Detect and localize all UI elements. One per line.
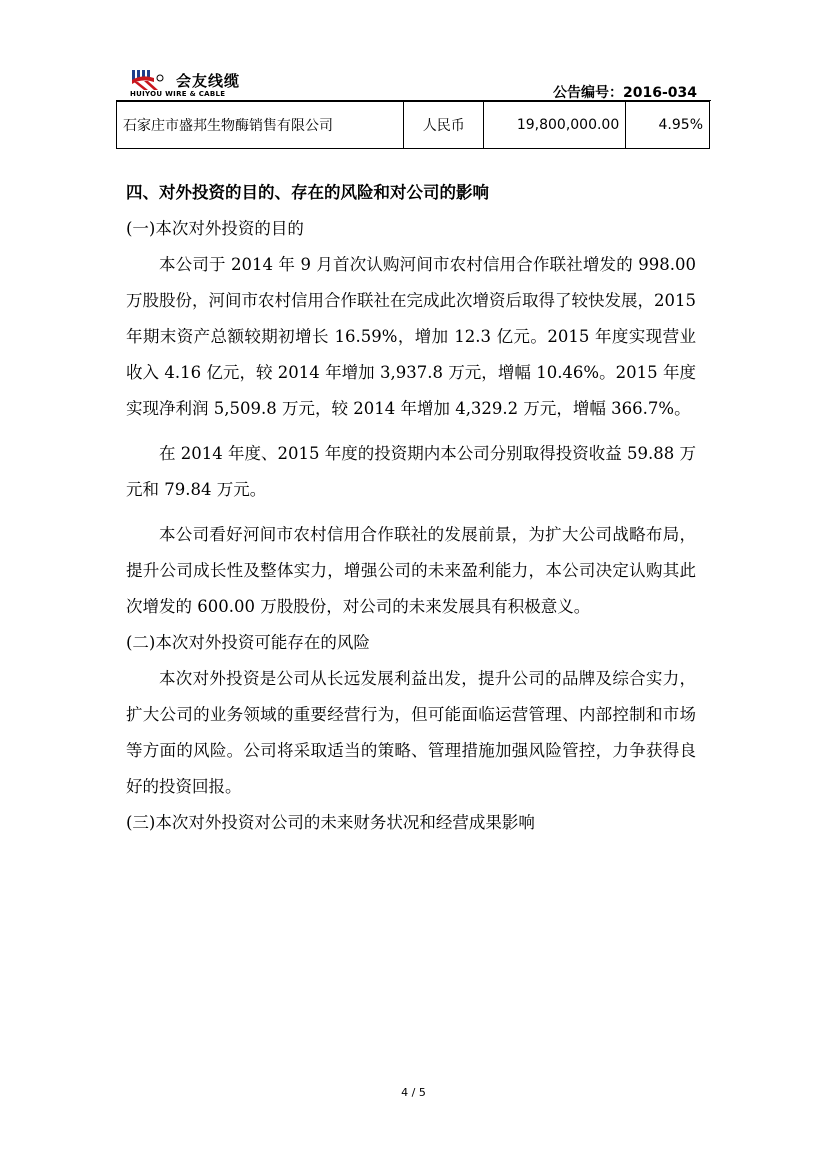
paragraph-investment-history: 本公司于 2014 年 9 月首次认购河间市农村信用合作联社增发的 998.00 万股股份，河间市农村信用合作联社在完成此次增资后取得了较快发展，2015 年期末资产总额较期初增长 16.59%，增加 12.3 亿元。2015 年度实现营业收入 4.16 亿元，较 2014 年增加 3,937.8 万元，增幅 10.46%。2015 年度实现净利润 5,509.8 万元，较 2014 年增加 4,329.2 万元，增幅 366.7%。 [126,255,696,418]
document-body [126,175,696,841]
subsection-title-risk: (二)本次对外投资可能存在的风险 [126,633,370,652]
table-cell-amount: 19,800,000.00 [484,102,626,149]
subsection-title-purpose: (一)本次对外投资的目的 [126,219,304,238]
table-row [117,102,710,149]
notice-number: 公告编号：2016-034 [553,85,697,101]
huiyou-logo-icon [130,68,174,90]
company-logo [130,68,290,100]
table-cell-currency: 人民币 [404,102,484,149]
section-title: 四、对外投资的目的、存在的风险和对公司的影响 [126,183,489,202]
paragraph-investment-income: 在 2014 年度、2015 年度的投资期内本公司分别取得投资收益 59.88 万元和 79.84 万元。 [126,444,696,499]
logo-company-name-en: HUIYOU WIRE & CABLE [130,90,226,98]
paragraph-investment-decision: 本公司看好河间市农村信用合作联社的发展前景，为扩大公司战略布局，提升公司成长性及整体实力，增强公司的未来盈利能力，本公司决定认购其此次增发的 600.00 万股股份，对公司的未来发展具有积极意义。 [126,525,696,616]
page-number: 4 / 5 [401,1086,426,1099]
paragraph-risk: 本次对外投资是公司从长远发展利益出发，提升公司的品牌及综合实力，扩大公司的业务领域的重要经营行为，但可能面临运营管理、内部控制和市场等方面的风险。公司将采取适当的策略、管理措施加强风险管控，力争获得良好的投资回报。 [126,669,696,796]
table-cell-ratio: 4.95% [626,102,710,149]
table-cell-company: 石家庄市盛邦生物酶销售有限公司 [117,102,404,149]
shareholder-table [116,101,710,149]
logo-company-name-cn: 会友线缆 [176,72,241,90]
subsection-title-impact: (三)本次对外投资对公司的未来财务状况和经营成果影响 [126,813,535,832]
